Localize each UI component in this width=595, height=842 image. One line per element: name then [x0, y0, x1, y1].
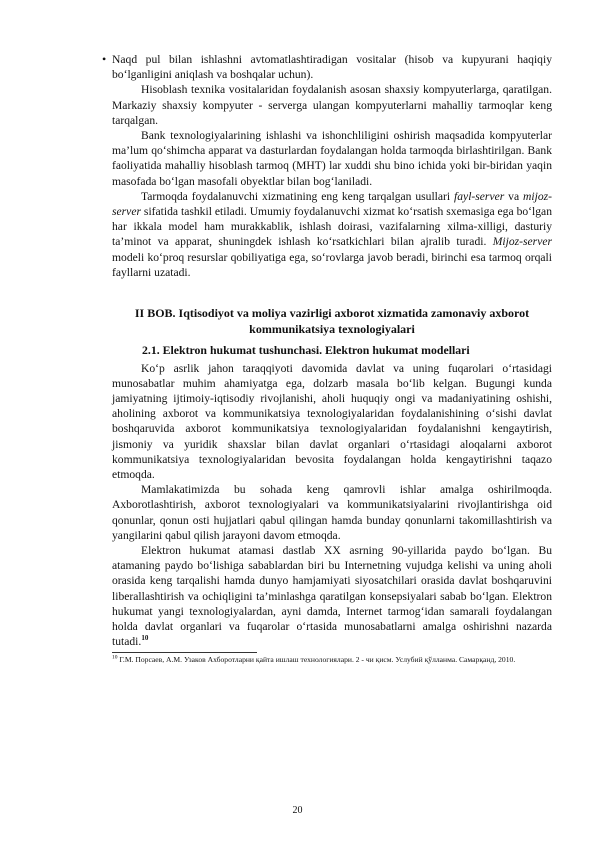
text-run: va — [504, 189, 524, 203]
bullet-icon: • — [102, 52, 107, 66]
paragraph-bank-networks: Bank texnologiyalarining ishlashi va ishonchliligini oshirish maqsadida kompyuterlar ma’lum qo‘shimcha apparat va dasturlardan foydalangan holda tarmoqda birlashtirilgan. Bank faoliyatida mahalliy hisoblash tarmoq (MHT) lar xuddi shu bino ichida yoki bir-biridan yaqin masofada bo‘lgan masofali obyektlar bilan bog‘laniladi. — [112, 129, 552, 188]
text-run: Tarmoqda foydalanuvchi xizmatining eng keng tarqalgan usullari — [141, 189, 455, 203]
footnote-marker: 10 — [112, 654, 118, 661]
paragraph-network-models — [112, 189, 552, 280]
chapter-heading: II BOB. Iqtisodiyot va moliya vazirligi axborot xizmatida zamonaviy axborot kommunikatsiya texnologiyalari — [134, 306, 530, 337]
footnote-divider — [112, 652, 257, 653]
text-run: modeli ko‘proq resurslar qobiliyatiga ega, so‘rovlarga javob beradi, birinchi esa tarmoq orqali fayllarni uzatadi. — [112, 250, 552, 279]
section-heading: 2.1. Elektron hukumat tushunchasi. Elektron hukumat modellari — [142, 343, 470, 358]
bullet-item — [102, 52, 552, 82]
footnote-reference[interactable]: 10 — [141, 634, 149, 643]
page-content — [102, 52, 552, 666]
paragraph-e-government — [112, 543, 552, 649]
paragraph-computing-tools: Hisoblash texnika vositalaridan foydalanish asosan shaxsiy kompyuterlarga, qaratilgan. Markaziy shaxsiy kompyuter - serverga ulangan kompyuterlarni mahalliy tarmoqlar keng tarqalgan. — [112, 83, 552, 127]
italic-term-file-server: fayl-server — [454, 189, 505, 203]
text-run: sifatida tashkil etiladi. Umumiy foydalanuvchi xizmat ko‘rsatish sxemasiga ega bo‘lgan har ikkala model ham murakkablik, ishlash doirasi, vazifalarning xilma-xilligi, dasturiy ta’minot va apparat, shuningdek ishlash ko‘rsatkichlari bilan ajralib turadi. — [112, 205, 552, 249]
paragraph-state-citizens: Ko‘p asrlik jahon taraqqiyoti davomida davlat va uning fuqarolari o‘rtasidagi munosabatlar muhim ahamiyatga ega, dolzarb masala bo‘lib kelgan. Bugungi kunda jamiyatning ijtimoiy-iqtisodiy rivojlanishi, aholi huquqiy ongi va madaniyatining oshishi, aholining axborot va kommunikatsiya texnologiyalaridan foydalanishining o‘sishi davlat boshqaruvida axborot kommunikatsiya texnologiyalaridan foydalanishni kengaytirish, jismoniy va yuridik shaxslar bilan davlat organlari o‘rtasidagi aloqalarni axborot kommunikatsiya texnologiyalaridan bevosita foydalangan holda kengaytirishni taqazo etmoqda. — [112, 361, 552, 481]
spacer — [112, 280, 552, 305]
italic-term-client-server: mijoz-server — [112, 189, 552, 219]
text-run: Elektron hukumat atamasi dastlab XX asrning 90-yillarida paydo bo‘lgan. Bu atamaning paydo bo‘lishiga sabablardan biri bu Internetning vujudga kelishi va uning aholi orasida keng tarqalishi hamda dunyo hamjamiyati siyosatchilari orasida davlat boshqaruvini liberallashtirish va ochiqligini ta’minlashga qaratilgan konsepsiyalari sabab bo‘lgan. Elektron hukumat yangi texnologiyalardan, ayni damda, Internet tarmog‘idan samarali foydalangan holda davlat organlari va fuqarolar o‘rtasida munosabatlarni amalga oshirishni nazarda tutadi. — [112, 543, 552, 649]
italic-term-client-server-2: Mijoz-server — [492, 235, 552, 249]
paragraph-country-work: Mamlakatimizda bu sohada keng qamrovli ishlar amalga oshirilmoqda. Axborotlashtirish, axborot texnologiyalari va kommunikatsiyalarini rivojlantirishga oid qonunlar, qonun osti hujjatlari qabul qilingan hamda bunday qonunlarni takomillashtirish va yangilarini qabul qilish jarayoni davom etmoqda. — [112, 483, 552, 542]
page-number: 20 — [292, 805, 303, 816]
footnote — [112, 655, 552, 666]
footnote-text: Г.М. Порсаев, А.М. Узаков Ахборотларни қайта ишлаш технологиялари. 2 - чи қисм. Услубий қўлланма. Самарқанд, 2010. — [117, 655, 516, 665]
bullet-text: Naqd pul bilan ishlashni avtomatlashtiradigan vositalar (hisob va kupyurani haqiqiy bo‘lganligini aniqlash va boshqalar uchun). — [112, 53, 552, 82]
